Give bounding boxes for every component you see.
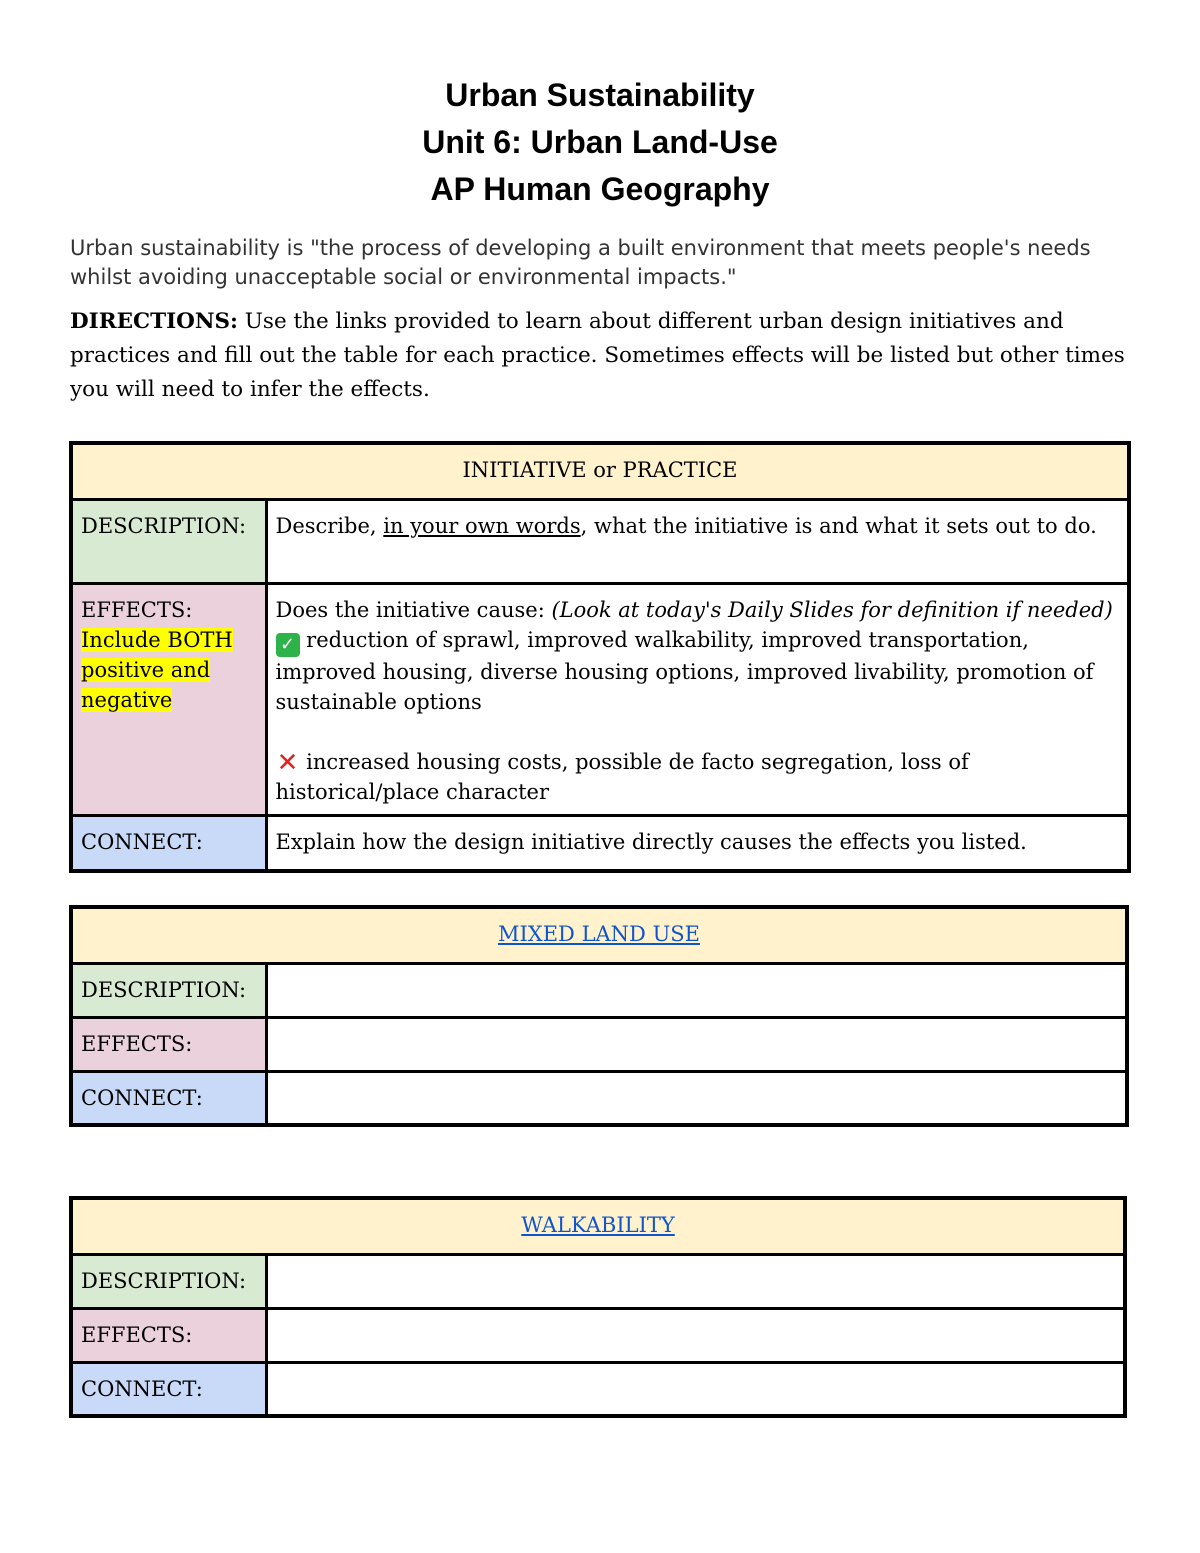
intro-paragraph: Urban sustainability is "the process of developing a built environment that meets people's needs whilst avoiding unacceptable social or environmental impacts." (70, 236, 1091, 289)
mixed-land-use-header (71, 907, 1127, 963)
mixed-land-use-effects-label: EFFECTS: (71, 1017, 266, 1071)
title-line-2: Unit 6: Urban Land-Use (422, 124, 778, 160)
mixed-land-use-link[interactable]: MIXED LAND USE (497, 922, 700, 946)
walkability-effects-input[interactable] (266, 1308, 1125, 1362)
walkability-description-input[interactable] (266, 1254, 1125, 1308)
document-title-block (0, 72, 1200, 213)
check-mark-icon: ✓ (276, 633, 300, 657)
effects-intro-italic: (Look at today's Daily Slides for definition if needed) (551, 597, 1113, 622)
example-table (69, 441, 1131, 873)
mixed-land-use-description-label: DESCRIPTION: (71, 963, 266, 1017)
walkability-connect-label: CONNECT: (71, 1362, 266, 1416)
cross-mark-icon: ✕ (276, 747, 299, 778)
mixed-land-use-table (69, 905, 1129, 1127)
directions-paragraph (70, 305, 1140, 407)
walkability-header (71, 1198, 1125, 1254)
example-description-label: DESCRIPTION: (71, 499, 266, 583)
description-text-pre: Describe, (275, 513, 384, 538)
example-connect-cell: Explain how the design initiative directly causes the effects you listed. (266, 815, 1129, 871)
mixed-land-use-description-input[interactable] (266, 963, 1127, 1017)
effects-highlight-note: Include BOTH positive and negative (81, 627, 233, 712)
walkability-link[interactable]: WALKABILITY (521, 1213, 675, 1237)
title-line-3: AP Human Geography (430, 171, 770, 207)
description-underlined-text: in your own words (383, 513, 581, 538)
example-effects-label: EFFECTS: (81, 597, 193, 622)
example-effects-cell (266, 583, 1129, 815)
example-table-header: INITIATIVE or PRACTICE (71, 443, 1129, 499)
positive-effects-text: reduction of sprawl, improved walkability, improved transportation, improved housing, diverse housing options, improved livability, promotion of sustainable options (275, 627, 1094, 714)
walkability-description-label: DESCRIPTION: (71, 1254, 266, 1308)
example-effects-label-cell (71, 583, 266, 815)
mixed-land-use-effects-input[interactable] (266, 1017, 1127, 1071)
example-connect-label: CONNECT: (71, 815, 266, 871)
mixed-land-use-connect-input[interactable] (266, 1071, 1127, 1125)
directions-text: Use the links provided to learn about different urban design initiatives and practices and fill out the table for each practice. Sometimes effects will be listed but other times you will need to infer the effects. (70, 309, 1125, 402)
title-line-1: Urban Sustainability (445, 77, 755, 113)
walkability-effects-label: EFFECTS: (71, 1308, 266, 1362)
walkability-connect-input[interactable] (266, 1362, 1125, 1416)
walkability-table (69, 1196, 1127, 1418)
directions-label: DIRECTIONS: (70, 309, 238, 334)
description-text-post: , what the initiative is and what it sets out to do. (580, 513, 1097, 538)
effects-intro: Does the initiative cause: (275, 597, 552, 622)
example-description-cell (266, 499, 1129, 583)
mixed-land-use-connect-label: CONNECT: (71, 1071, 266, 1125)
negative-effects-text: increased housing costs, possible de facto segregation, loss of historical/place character (275, 749, 969, 804)
